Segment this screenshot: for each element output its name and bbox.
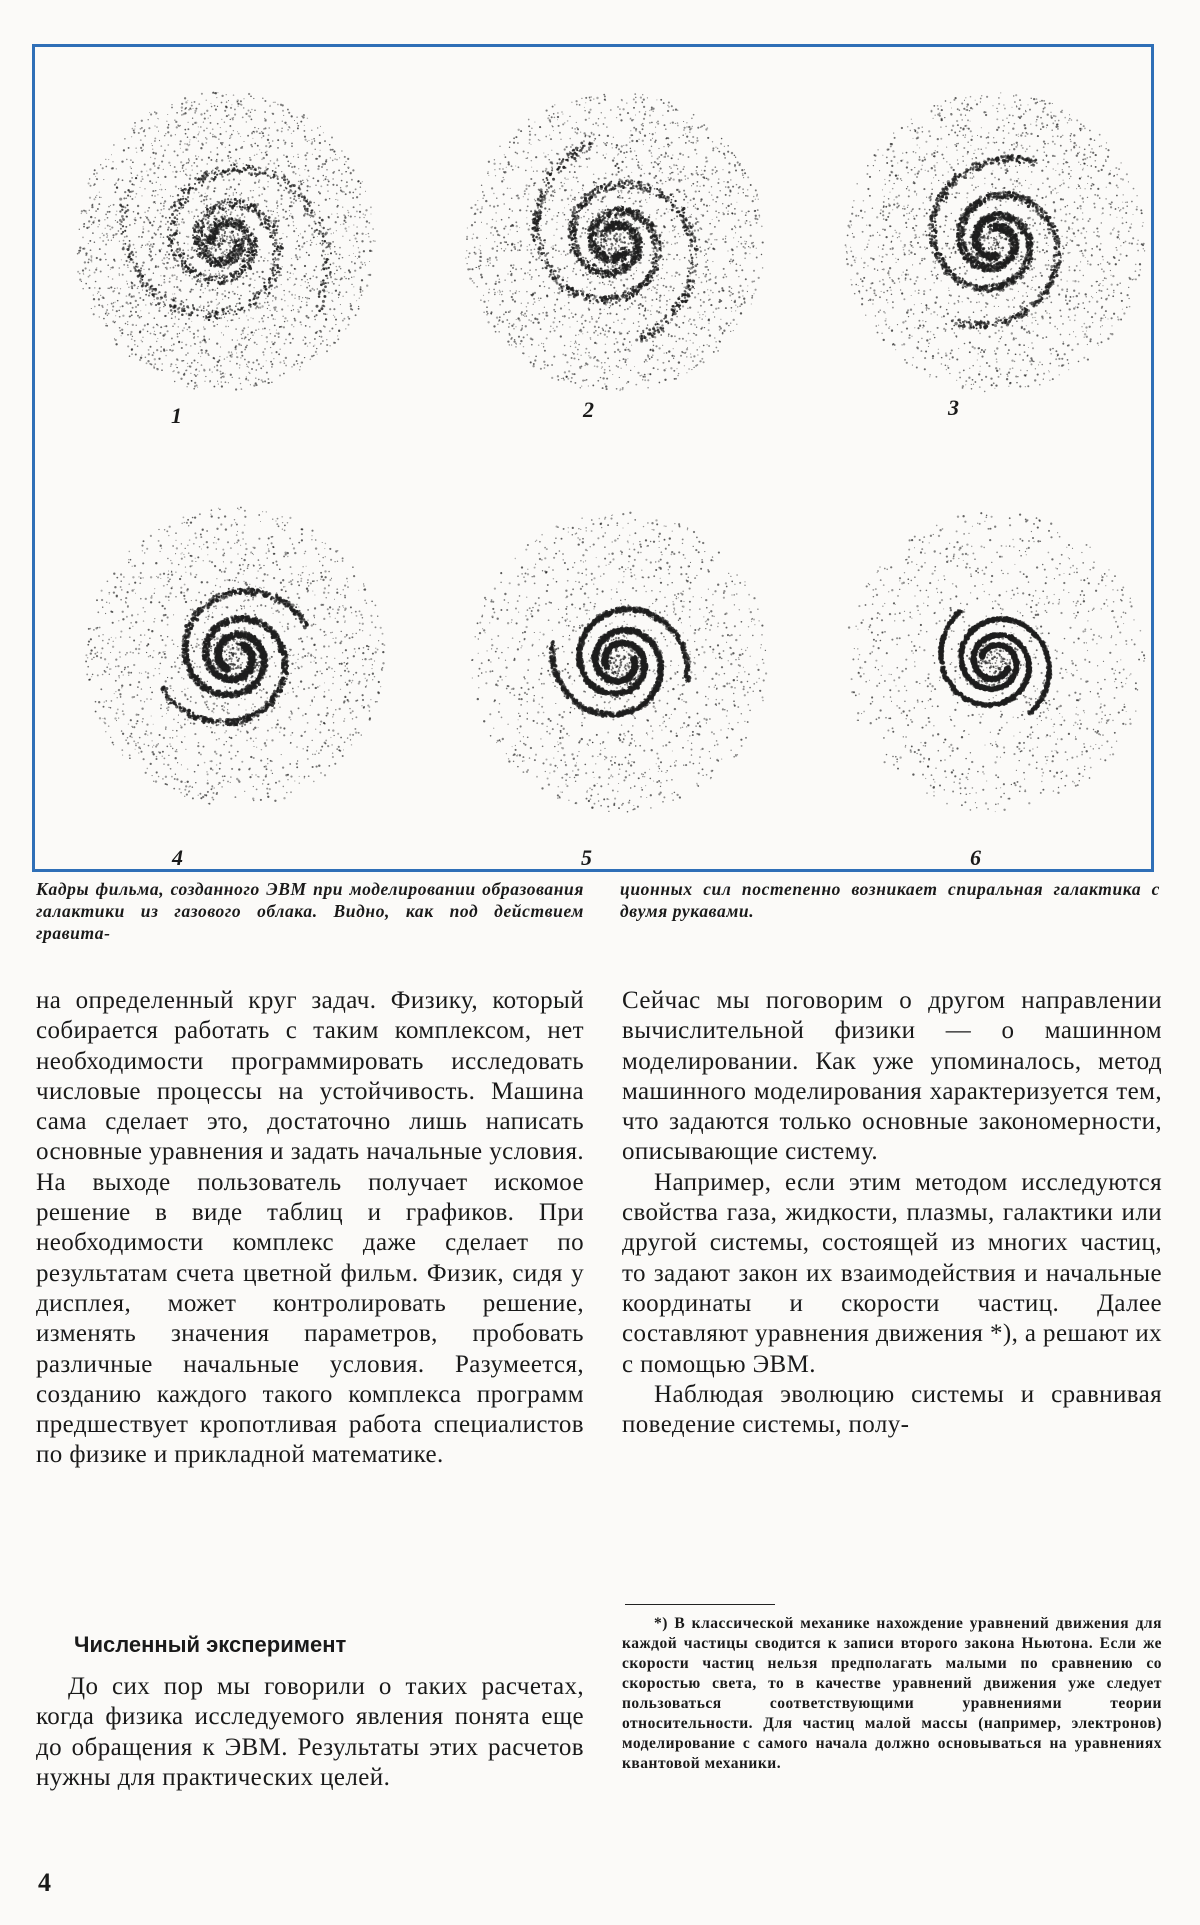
galaxy-frame-3: [835, 82, 1155, 402]
galaxy-frame-6: [835, 502, 1155, 822]
galaxy-figure: [32, 44, 1154, 872]
left-column: [36, 986, 584, 1471]
left-paragraph-1: на определенный круг задач. Физику, который собирается работать с таким комплексом, нет необходимости программировать исследовать числовые процессы на устойчивость. Машина сама сделает это, достаточно лишь написать основные уравнения и задать начальные условия. На выходе пользователь получает искомое решение в виде таблиц и графиков. При необходимости комплекс даже сделает по результатам счета цветной фильм. Физик, сидя у дисплея, может контролировать решение, изменять значения параметров, пробовать различные начальные условия. Разумеется, созданию каждого такого комплекса программ предшествует кропотливая работа специалистов по физике и прикладной математике.: [36, 986, 584, 1471]
left-column-lower: [36, 1672, 584, 1793]
frame-label-4: 4: [172, 845, 183, 871]
galaxy-frame-5: [460, 502, 780, 822]
galaxy-image-5: [460, 502, 780, 822]
frame-label-1: 1: [171, 403, 182, 429]
page-number: 4: [38, 1868, 51, 1898]
galaxy-image-3: [835, 82, 1155, 402]
right-paragraph-1: Сейчас мы поговорим о другом направлении вычислительной физики — о машинном моделировании. Как уже упоминалось, метод машинного моделирования характеризуется тем, что задаются только основные закономерности, описывающие систему.: [622, 986, 1162, 1168]
frame-label-5: 5: [581, 845, 592, 871]
galaxy-image-4: [75, 497, 395, 817]
galaxy-frame-4: [75, 497, 395, 817]
galaxy-frame-2: [455, 82, 775, 402]
galaxy-image-1: [65, 82, 385, 402]
footnote-rule: [625, 1604, 775, 1605]
figure-caption-right: ционных сил постепенно возникает спиральная галактика с двумя рукавами.: [620, 878, 1160, 922]
right-column: [622, 986, 1162, 1440]
galaxy-image-6: [835, 502, 1155, 822]
galaxy-frame-1: [65, 82, 385, 402]
figure-caption-left: Кадры фильма, созданного ЭВМ при моделировании образования галактики из газового облака. Видно, как под действием гравита-: [36, 878, 584, 944]
frame-label-6: 6: [970, 845, 981, 871]
right-paragraph-2: Например, если этим методом исследуются свойства газа, жидкости, плазмы, галактики или другой системы, состоящей из многих частиц, то задают закон их взаимодействия и начальные координаты и скорости частиц. Далее составляют уравнения движения *), а решают их с помощью ЭВМ.: [622, 1168, 1162, 1380]
galaxy-image-2: [455, 82, 775, 402]
section-heading: Численный эксперимент: [74, 1632, 346, 1658]
frame-label-2: 2: [583, 397, 594, 423]
footnote: *) В классической механике нахождение уравнений движения для каждой частицы сводится к записи второго закона Ньютона. Если же скорости частиц нельзя предполагать малыми по сравнению со скоростью света, то в качестве уравнений движения уже следует пользоваться соответствующими уравнениями теории относительности. Для частиц малой массы (например, электронов) моделирование с самого начала должно основываться на уравнениях квантовой механики.: [622, 1614, 1162, 1774]
right-paragraph-3: Наблюдая эволюцию системы и сравнивая поведение системы, полу-: [622, 1380, 1162, 1441]
left-paragraph-2: До сих пор мы говорили о таких расчетах, когда физика исследуемого явления понята еще до обращения к ЭВМ. Результаты этих расчетов нужны для практических целей.: [36, 1672, 584, 1793]
frame-label-3: 3: [948, 395, 959, 421]
